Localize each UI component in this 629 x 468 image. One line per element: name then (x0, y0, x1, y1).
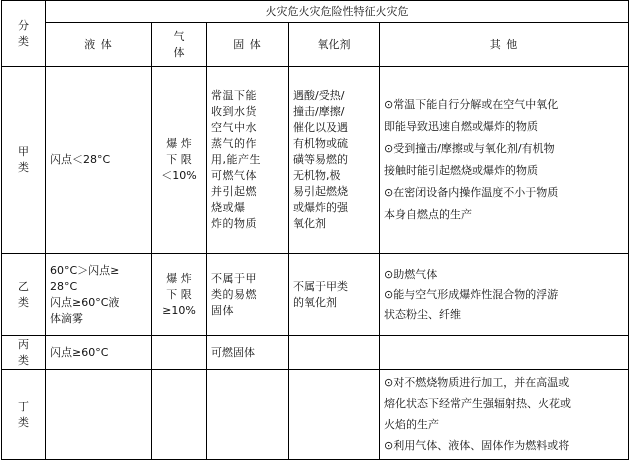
liquid-cell: 闪点＜28°C (46, 67, 152, 254)
gas-cell: 爆 炸 下 限 ≥10% (152, 254, 207, 336)
header-other: 其 他 (380, 23, 629, 67)
solid-cell: 不属于甲 类的易燃 固体 (207, 254, 289, 336)
category-yi: 乙 类 (2, 254, 46, 336)
header-category: 分 类 (2, 1, 46, 67)
fire-hazard-table (1, 0, 629, 460)
header-solid: 固 体 (207, 23, 289, 67)
gas-cell (152, 336, 207, 370)
liquid-cell: 60°C＞闪点≥ 28°C 闪点≥60°C液 体滴雾 (46, 254, 152, 336)
oxidizer-cell: 不属于甲类 的氧化剂 (289, 254, 380, 336)
gas-cell: 爆 炸 下 限 ＜10% (152, 67, 207, 254)
table-row (2, 254, 629, 336)
other-cell: ⊙对不燃烧物质进行加工，并在高温或 熔化状态下经常产生强辐射热、火花或 火焰的生产 ⊙利用气体、液体、固体作为燃料或将 (380, 370, 629, 460)
other-cell: ⊙常温下能自行分解或在空气中氧化 即能导致迅速自燃或爆炸的物质 ⊙受到撞击/摩擦或与氧化剂/有机物 接触时能引起燃烧或爆炸的物质 ⊙在密闭设备内操作温度不小于物质 本身自燃点的生产 (380, 67, 629, 254)
header-oxidizer: 氧化剂 (289, 23, 380, 67)
liquid-cell (46, 370, 152, 460)
table-row (2, 67, 629, 254)
header-gas: 气 体 (152, 23, 207, 67)
oxidizer-cell (289, 336, 380, 370)
solid-cell: 可燃固体 (207, 336, 289, 370)
table-row (2, 336, 629, 370)
oxidizer-cell: 遇酸/受热/ 撞击/摩擦/ 催化以及遇 有机物或硫 磺等易燃的 无机物,极 易引起燃烧 或爆炸的强 氧化剂 (289, 67, 380, 254)
table-title: 火灾危火灾危险性特征火灾危 (46, 1, 629, 23)
gas-cell (152, 370, 207, 460)
solid-cell (207, 370, 289, 460)
header-liquid: 液 体 (46, 23, 152, 67)
solid-cell: 常温下能 收到水货 空气中水 蒸气的作 用,能产生 可燃气体 并引起燃 烧或爆 炸的物质 (207, 67, 289, 254)
liquid-cell: 闪点≥60°C (46, 336, 152, 370)
other-cell: ⊙助燃气体 ⊙能与空气形成爆炸性混合物的浮游 状态粉尘、纤维 (380, 254, 629, 336)
category-bing: 丙 类 (2, 336, 46, 370)
table-row (2, 370, 629, 460)
category-jia: 甲 类 (2, 67, 46, 254)
oxidizer-cell (289, 370, 380, 460)
category-ding: 丁 类 (2, 370, 46, 460)
other-cell (380, 336, 629, 370)
